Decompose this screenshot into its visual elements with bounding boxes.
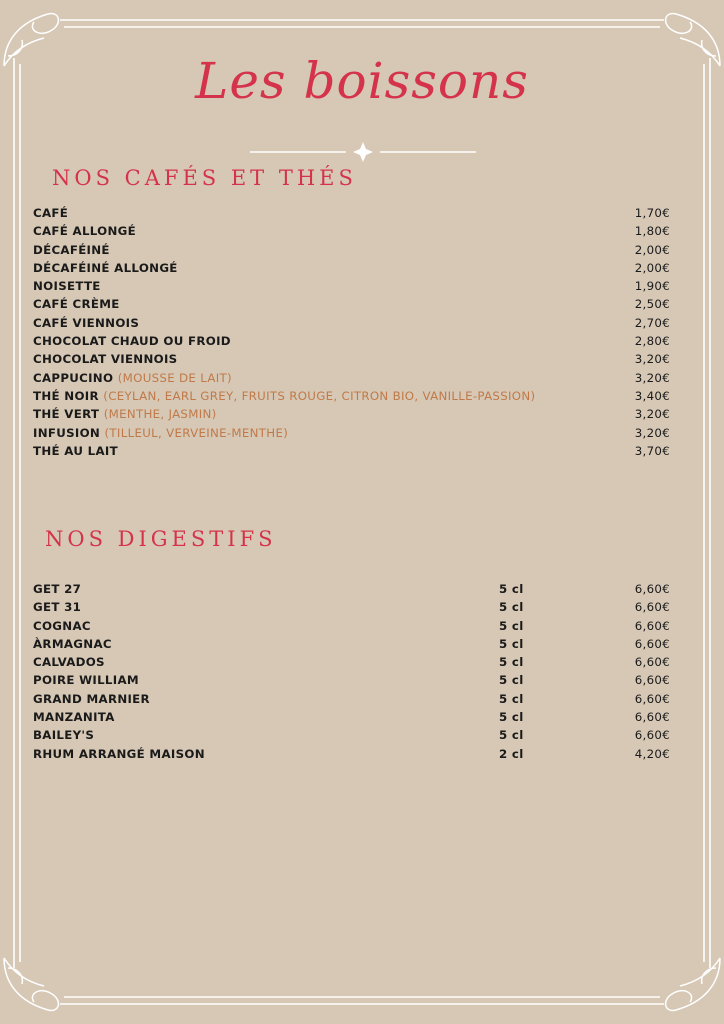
- menu-item: [33, 708, 673, 726]
- item-price: 6,60€: [634, 618, 670, 633]
- menu-item: [33, 726, 673, 744]
- menu-item: [33, 635, 673, 653]
- item-price: 2,00€: [634, 260, 670, 275]
- menu-item: [33, 259, 673, 277]
- menu-item: [33, 405, 673, 423]
- menu-title: Les boissons: [195, 52, 529, 110]
- menu-item: [33, 580, 673, 598]
- section-heading-digestifs: NOS DIGESTIFS: [45, 527, 277, 551]
- item-name: CAFÉ: [33, 206, 69, 220]
- menu-item: [33, 332, 673, 350]
- item-quantity: 2 cl: [499, 746, 524, 761]
- item-price: 3,70€: [634, 443, 670, 458]
- item-name: BAILEY'S: [33, 728, 95, 743]
- menu-item: [33, 424, 673, 442]
- menu-item: [33, 442, 673, 460]
- sparkle-divider: [250, 142, 476, 162]
- menu-item: [33, 617, 673, 635]
- item-price: 4,20€: [634, 746, 670, 761]
- item-name: CAPPUCINO: [33, 370, 114, 385]
- item-quantity: 5 cl: [499, 655, 524, 670]
- menu-item: [33, 653, 673, 671]
- item-name: COGNAC: [33, 618, 91, 633]
- item-note: (TILLEUL, VERVEINE-MENTHE): [104, 425, 289, 440]
- item-quantity: 5 cl: [499, 582, 524, 596]
- item-price: 3,20€: [634, 370, 670, 385]
- item-name: RHUM ARRANGÉ MAISON: [33, 746, 205, 761]
- item-name: CAFÉ CRÈME: [33, 297, 120, 312]
- item-price: 1,70€: [634, 206, 670, 220]
- item-quantity: 5 cl: [499, 600, 524, 615]
- item-price: 2,80€: [634, 334, 670, 349]
- item-price: 2,50€: [634, 297, 670, 312]
- item-note: (MOUSSE DE LAIT): [117, 370, 232, 385]
- menu-item: [33, 690, 673, 708]
- menu-item: [33, 204, 673, 222]
- item-quantity: 5 cl: [499, 691, 524, 706]
- item-price: 2,00€: [634, 242, 670, 257]
- item-price: 6,60€: [634, 673, 670, 688]
- item-name: GET 31: [33, 600, 82, 615]
- menu-item: [33, 241, 673, 259]
- item-quantity: 5 cl: [499, 618, 524, 633]
- menu-item: [33, 277, 673, 295]
- menu-item: [33, 671, 673, 689]
- item-quantity: 5 cl: [499, 710, 524, 725]
- item-price: 3,20€: [634, 407, 670, 422]
- menu-item: [33, 745, 673, 763]
- menu-item: [33, 369, 673, 387]
- item-price: 6,60€: [634, 655, 670, 670]
- item-price: 3,20€: [634, 352, 670, 367]
- item-name: CHOCOLAT VIENNOIS: [33, 352, 178, 367]
- item-price: 1,80€: [634, 224, 670, 239]
- item-price: 3,40€: [634, 388, 670, 403]
- item-price: 6,60€: [634, 582, 670, 596]
- item-name: CHOCOLAT CHAUD OU FROID: [33, 334, 231, 349]
- menu-item: [33, 314, 673, 332]
- menu-item: [33, 598, 673, 616]
- digestifs-list: [33, 580, 673, 763]
- item-note: (CEYLAN, EARL GREY, FRUITS ROUGE, CITRON BIO, VANILLE-PASSION): [103, 388, 536, 403]
- item-name: ÀRMAGNAC: [33, 636, 112, 651]
- item-name: CAFÉ VIENNOIS: [33, 315, 140, 330]
- item-quantity: 5 cl: [499, 728, 524, 743]
- menu-item: [33, 222, 673, 240]
- item-price: 1,90€: [634, 279, 670, 294]
- sparkle-icon: [353, 142, 373, 162]
- item-price: 6,60€: [634, 728, 670, 743]
- item-note: (MENTHE, JASMIN): [103, 407, 217, 422]
- item-price: 6,60€: [634, 691, 670, 706]
- item-name: NOISETTE: [33, 279, 101, 294]
- item-quantity: 5 cl: [499, 636, 524, 651]
- item-name: POIRE WILLIAM: [33, 673, 139, 688]
- item-price: 6,60€: [634, 710, 670, 725]
- item-name: THÉ AU LAIT: [33, 443, 118, 458]
- item-price: 6,60€: [634, 600, 670, 615]
- item-name: THÉ VERT: [33, 407, 100, 422]
- menu-item: [33, 350, 673, 368]
- item-name: CAFÉ ALLONGÉ: [33, 224, 136, 239]
- item-name: DÉCAFÉINÉ ALLONGÉ: [33, 260, 178, 275]
- cafes-list: [33, 204, 673, 460]
- item-name: GRAND MARNIER: [33, 691, 150, 706]
- section-heading-cafes: NOS CAFÉS ET THÉS: [52, 166, 357, 190]
- item-price: 3,20€: [634, 425, 670, 440]
- item-name: DÉCAFÉINÉ: [33, 242, 110, 257]
- item-price: 2,70€: [634, 315, 670, 330]
- item-name: MANZANITA: [33, 710, 115, 725]
- menu-item: [33, 387, 673, 405]
- corner-ornament-icon: [4, 14, 720, 1011]
- item-quantity: 5 cl: [499, 673, 524, 688]
- item-name: THÉ NOIR: [33, 388, 99, 403]
- item-name: GET 27: [33, 582, 82, 596]
- item-price: 6,60€: [634, 636, 670, 651]
- item-name: CALVADOS: [33, 655, 105, 670]
- menu-item: [33, 295, 673, 313]
- item-name: INFUSION: [33, 425, 101, 440]
